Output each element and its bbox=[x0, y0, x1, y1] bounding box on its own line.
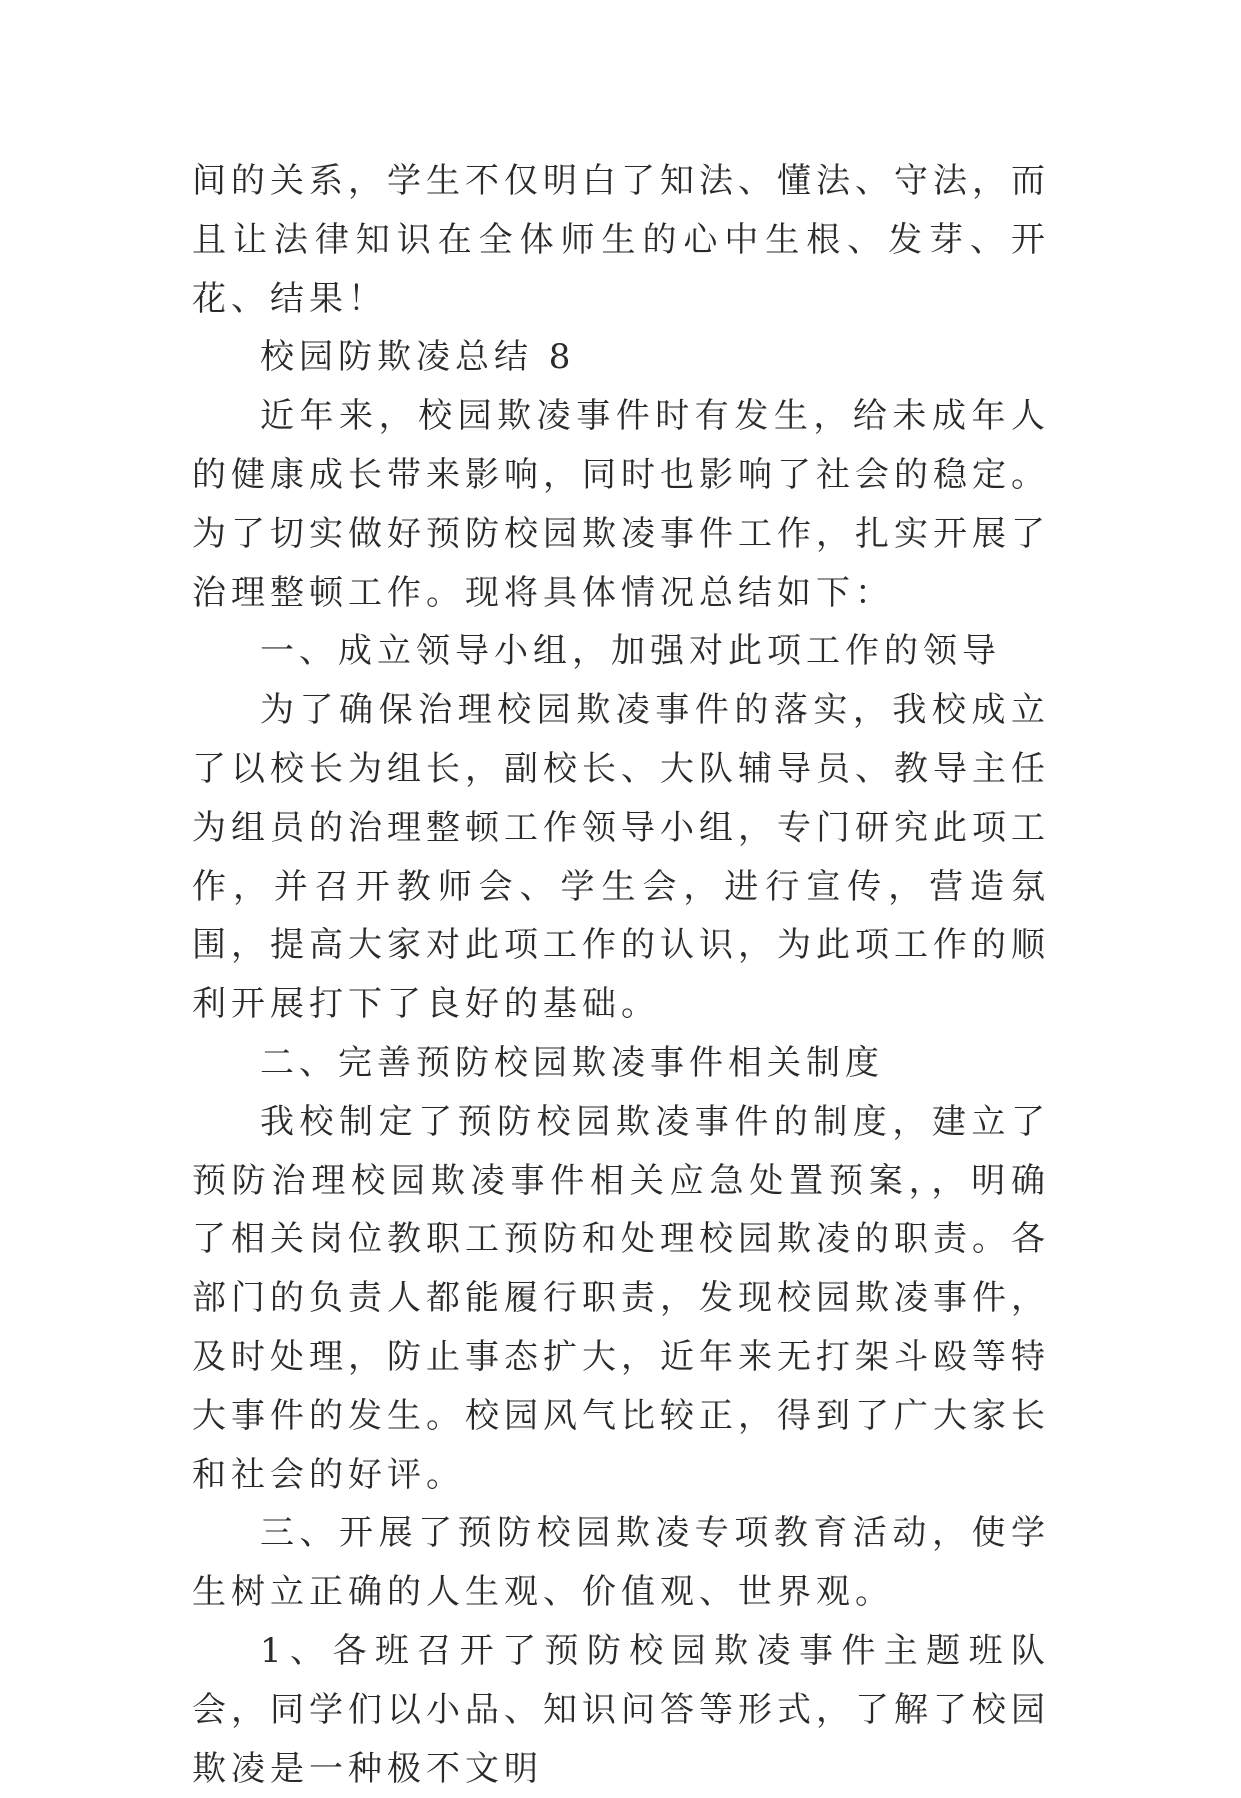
heading-two: 二、完善预防校园欺凌事件相关制度 bbox=[260, 1042, 884, 1083]
paragraph-intro: 近年来，校园欺凌事件时有发生，给未成年人的健康成长带来影响，同时也影响了社会的稳定。为了切实做好预防校园欺凌事件工作，扎实开展了治理整顿工作。现将具体情况总结如下： bbox=[192, 396, 1050, 613]
paragraph-leadership: 为了确保治理校园欺凌事件的落实，我校成立了以校长为组长，副校长、大队辅导员、教导主任为组员的治理整顿工作领导小组，专门研究此项工作，并召开教师会、学生会，进行宣传，营造氛围，提高大家对此项工作的认识，为此项工作的顺利开展打下了良好的基础。 bbox=[192, 690, 1050, 1025]
document-body bbox=[192, 152, 1050, 1798]
section-title: 校园防欺凌总结 8 bbox=[260, 337, 576, 378]
heading-one: 一、成立领导小组，加强对此项工作的领导 bbox=[260, 631, 1001, 672]
paragraph-rules: 我校制定了预防校园欺凌事件的制度，建立了预防治理校园欺凌事件相关应急处置预案，，明确了相关岗位教职工预防和处理校园欺凌的职责。各部门的负责人都能履行职责，发现校园欺凌事件，及时处理，防止事态扩大，近年来无打架斗殴等特大事件的发生。校园风气比较正，得到了广大家长和社会的好评。 bbox=[192, 1101, 1050, 1495]
heading-three: 三、开展了预防校园欺凌专项教育活动，使学生树立正确的人生观、价值观、世界观。 bbox=[192, 1513, 1050, 1613]
paragraph-activities: 1、各班召开了预防校园欺凌事件主题班队会，同学们以小品、知识问答等形式，了解了校园欺凌是一种极不文明 bbox=[192, 1630, 1050, 1789]
paragraph-continuation: 间的关系，学生不仅明白了知法、懂法、守法，而且让法律知识在全体师生的心中生根、发芽、开花、结果！ bbox=[192, 161, 1050, 319]
